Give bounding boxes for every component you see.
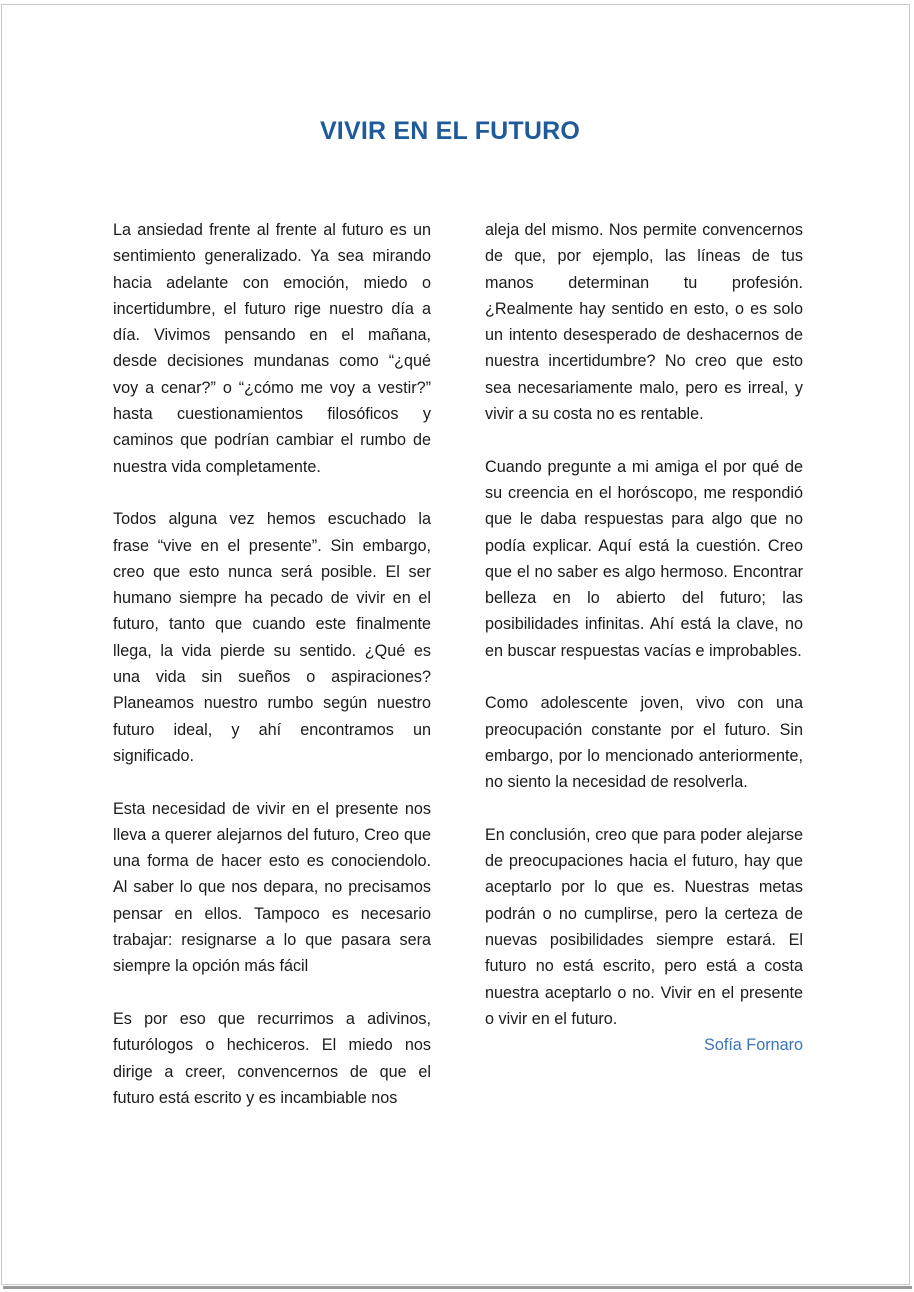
paragraph: La ansiedad frente al frente al futuro es un sentimiento generalizado. Ya sea mirando hacia adelante con emoción, miedo o incertidumbre, el futuro rige nuestro día a día. Vivimos pensando en el mañana, desde decisiones mundanas como “¿qué voy a cenar?” o “¿cómo me voy a vestir?” hasta cuestionamientos filosóficos y caminos que podrían cambiar el rumbo de nuestra vida completamente. xyxy=(113,221,431,476)
paragraph: Como adolescente joven, vivo con una preocupación constante por el futuro. Sin embargo, por lo mencionado anteriormente, no siento la necesidad de resolverla. xyxy=(485,694,803,792)
left-column xyxy=(113,217,431,1111)
right-column xyxy=(485,217,803,1059)
paragraph: Esta necesidad de vivir en el presente nos lleva a querer alejarnos del futuro, Creo que una forma de hacer esto es conociendolo. Al saber lo que nos depara, no precisamos pensar en ellos. Tampoco es necesario trabajar: resignarse a lo que pasara sera siempre la opción más fácil xyxy=(113,799,431,976)
paragraph: Todos alguna vez hemos escuchado la frase “vive en el presente”. Sin embargo, creo que esto nunca será posible. El ser humano siempre ha pecado de vivir en el futuro, tanto que cuando este finalmente llega, la vida pierde su sentido. ¿Qué es una vida sin sueños o aspiraciones? Planeamos nuestro rumbo según nuestro futuro ideal, y ahí encontramos un significado. xyxy=(113,510,431,765)
document-page xyxy=(1,4,910,1285)
page-bottom-edge xyxy=(3,1286,912,1289)
paragraph: En conclusión, creo que para poder alejarse de preocupaciones hacia el futuro, hay que aceptarlo por lo que es. Nuestras metas podrán o no cumplirse, pero la certeza de nuevas posibilidades siempre estará. El futuro no está escrito, pero está a costa nuestra aceptarlo o no. Vivir en el presente o vivir en el futuro. xyxy=(485,825,803,1028)
paragraph: aleja del mismo. Nos permite convencernos de que, por ejemplo, las líneas de tus manos determinan tu profesión. ¿Realmente hay sentido en esto, o es solo un intento desesperado de deshacernos de nuestra incertidumbre? No creo que esto sea necesariamente malo, pero es irreal, y vivir a su costa no es rentable. xyxy=(485,221,803,424)
author-signature: Sofía Fornaro xyxy=(704,1036,803,1055)
paragraph: Cuando pregunte a mi amiga el por qué de su creencia en el horóscopo, me respondió que le daba respuestas para algo que no podía explicar. Aquí está la cuestión. Creo que el no saber es algo hermoso. Encontrar belleza en lo abierto del futuro; las posibilidades infinitas. Ahí está la clave, no en buscar respuestas vacías e improbables. xyxy=(485,457,803,660)
paragraph: Es por eso que recurrimos a adivinos, futurólogos o hechiceros. El miedo nos dirige a creer, convencernos de que el futuro está escrito y es incambiable nos xyxy=(113,1009,431,1107)
document-title: VIVIR EN EL FUTURO xyxy=(319,117,581,145)
